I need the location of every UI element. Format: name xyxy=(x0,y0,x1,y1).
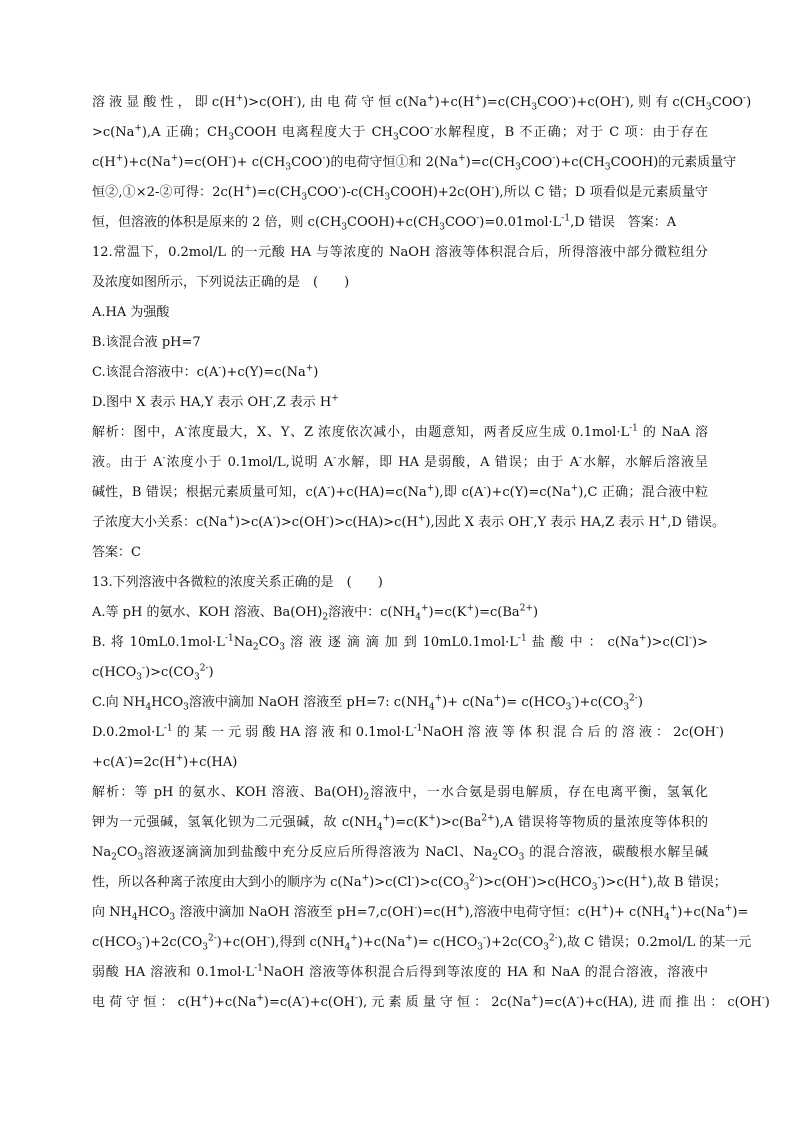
text-line: 钾为一元强碱，氢氧化钡为二元强碱，故 $c(NH_4^+)=c(K^+)>c(Ba^{2+}),A$ 错误将等物质的量浓度等体积的 xyxy=(92,813,708,833)
text-line: C.该混合溶液中：c(A-)+c(Y)=c(Na+) xyxy=(92,363,319,380)
text-line: 答案：C xyxy=(92,545,141,560)
text-line: 向 $NH_4HCO_3$ 溶液中滴加 NaOH 溶液至 pH=7,c(OH-)=c(H+),溶液中电荷守恒：$c(H^+)+ c(NH_4^+)+c(Na^+)=$ xyxy=(92,903,749,923)
text-line: B. 将 $10mL0.1mol\cdot L^{-1}Na_2CO_3$ 溶 液 逐 滴 滴 加 到 $10mL0.1mol\cdot L^{-1}$ 盐 酸 中 ： c(Na+)>c(Cl-)> xyxy=(92,633,708,653)
text-line: $c(HCO_3^-)>c(CO_3^{2-})$ xyxy=(92,663,214,683)
text-line: 恒，但溶液的体积是原来的 2 倍，则 $c(CH_3COOH)+c(CH_3COO^-)=0.01mol\cdot L^{-1},D$ 错误 答案：A xyxy=(92,213,677,233)
text-line: 电 荷 守 恒 ： c(H+)+c(Na+)=c(A-)+c(OH-), 元 素 质 量 守 恒 ： 2c(Na+)=c(A-)+c(HA), 进 而 推 出 ： c(OH-) xyxy=(92,993,770,1010)
text-line: 溶 液 显 酸 性 ， 即 c(H+)>c(OH-), 由 电 荷 守 恒 $c(Na^+)+c(H^+)=c(CH_3COO^-)+c(OH^-)$, 则 有 $c(CH_3COO^-)$ xyxy=(92,93,752,113)
text-line: $c(HCO_3^-)+2c(CO_3^{2-})+c(OH^-)$,得到 $c(NH_4^+)+c(Na^+)= c(HCO_3^-)+2c(CO_3^{2-})$,故 C 错误；0.2mol/L 的某一元 xyxy=(92,933,752,953)
text-line: 碱性，B 错误；根据元素质量可知，c(A-)+c(HA)=c(Na+),即 c(A-)+c(Y)=c(Na+),C 正确；混合液中粒 xyxy=(92,483,709,500)
text-line: C.向 $NH_4HCO_3$溶液中滴加 NaOH 溶液至 pH=7: $c(NH_4^+)+ c(Na^+)= c(HCO_3^-)+c(CO_3^{2-})$ xyxy=(92,693,643,713)
text-line: B.该混合液 pH=7 xyxy=(92,335,201,350)
text-line: 及浓度如图所示，下列说法正确的是 ( ) xyxy=(92,275,350,290)
text-line: 解析：等 pH 的氨水、KOH 溶液、$Ba(OH)_2$溶液中，一水合氨是弱电解质，存在电离平衡，氢氧化 xyxy=(92,785,708,803)
document-body xyxy=(92,93,770,1025)
text-line: 性，所以各种离子浓度由大到小的顺序为 $c(Na^+)>c(Cl^-)>c(CO_3^{2-})>c(OH^-)>c(HCO_3^-)>c(H^+)$,故 B 错误； xyxy=(92,873,727,893)
text-line: $D.0.2mol\cdot L^{-1}$ 的 某 一 元 弱 酸 HA 溶 液 和 $0.1mol\cdot L^{-1}NaOH$ 溶 液 等 体 积 混 合 后 的 溶 液 ： 2c(OH-) xyxy=(92,723,724,740)
text-line: A.HA 为强酸 xyxy=(92,305,170,320)
text-line: $Na_2CO_3$溶液逐滴滴加到盐酸中充分反应后所得溶液为 NaCl、$Na_2CO_3$ 的混合溶液，碳酸根水解呈碱 xyxy=(92,845,708,863)
text-line: 解析：图中，A-浓度最大，X、Y、Z 浓度依次减小，由题意知，两者反应生成 $0.1mol\cdot L^{-1}$ 的 NaA 溶 xyxy=(92,423,708,440)
text-line: 12.常温下，0.2mol/L 的一元酸 HA 与等浓度的 NaOH 溶液等体积混合后，所得溶液中部分微粒组分 xyxy=(92,245,708,260)
text-line: 13.下列溶液中各微粒的浓度关系正确的是 ( ) xyxy=(92,575,383,590)
text-line: 液。由于 A-浓度小于 0.1mol/L,说明 A-水解，即 HA 是弱酸，A 错误；由于 A-水解，水解后溶液呈 xyxy=(92,453,708,470)
text-line: +c(A-)=2c(H+)+c(HA) xyxy=(92,753,238,770)
text-line: 弱酸 HA 溶液和 $0.1mol\cdot L^{-1}NaOH$ 溶液等体积混合后得到等浓度的 HA 和 NaA 的混合溶液，溶液中 xyxy=(92,963,708,980)
text-line: 子浓度大小关系：c(Na+)>c(A-)>c(OH-)>c(HA)>c(H+),因此 X 表示 OH-,Y 表示 HA,Z 表示 H+,D 错误。 xyxy=(92,513,726,530)
text-line: >c(Na+),A 正确；$CH_3COOH$ 电离程度大于 $CH_3COO^-$水解程度，B 不正确；对于 C 项：由于存在 xyxy=(92,123,708,143)
text-line: 恒②,①×2-②可得：$2c(H^+)=c(CH_3COO^-)-c(CH_3COOH)+2c(OH^-)$,所以 C 错；D 项看似是元素质量守 xyxy=(92,183,708,203)
text-line: A.等 pH 的氨水、KOH 溶液、$Ba(OH)_2$溶液中：$c(NH_4^+)=c(K^+)=c(Ba^{2+})$ xyxy=(92,603,539,623)
text-line: D.图中 X 表示 HA,Y 表示 OH-,Z 表示 H+ xyxy=(92,393,339,410)
text-line: $c(H^+)+c(Na^+)=c(OH^-)+ c(CH_3COO^-)$的电荷守恒①和 $2(Na^+)=c(CH_3COO^-)+c(CH_3COOH)$的元素质量守 xyxy=(92,153,737,173)
